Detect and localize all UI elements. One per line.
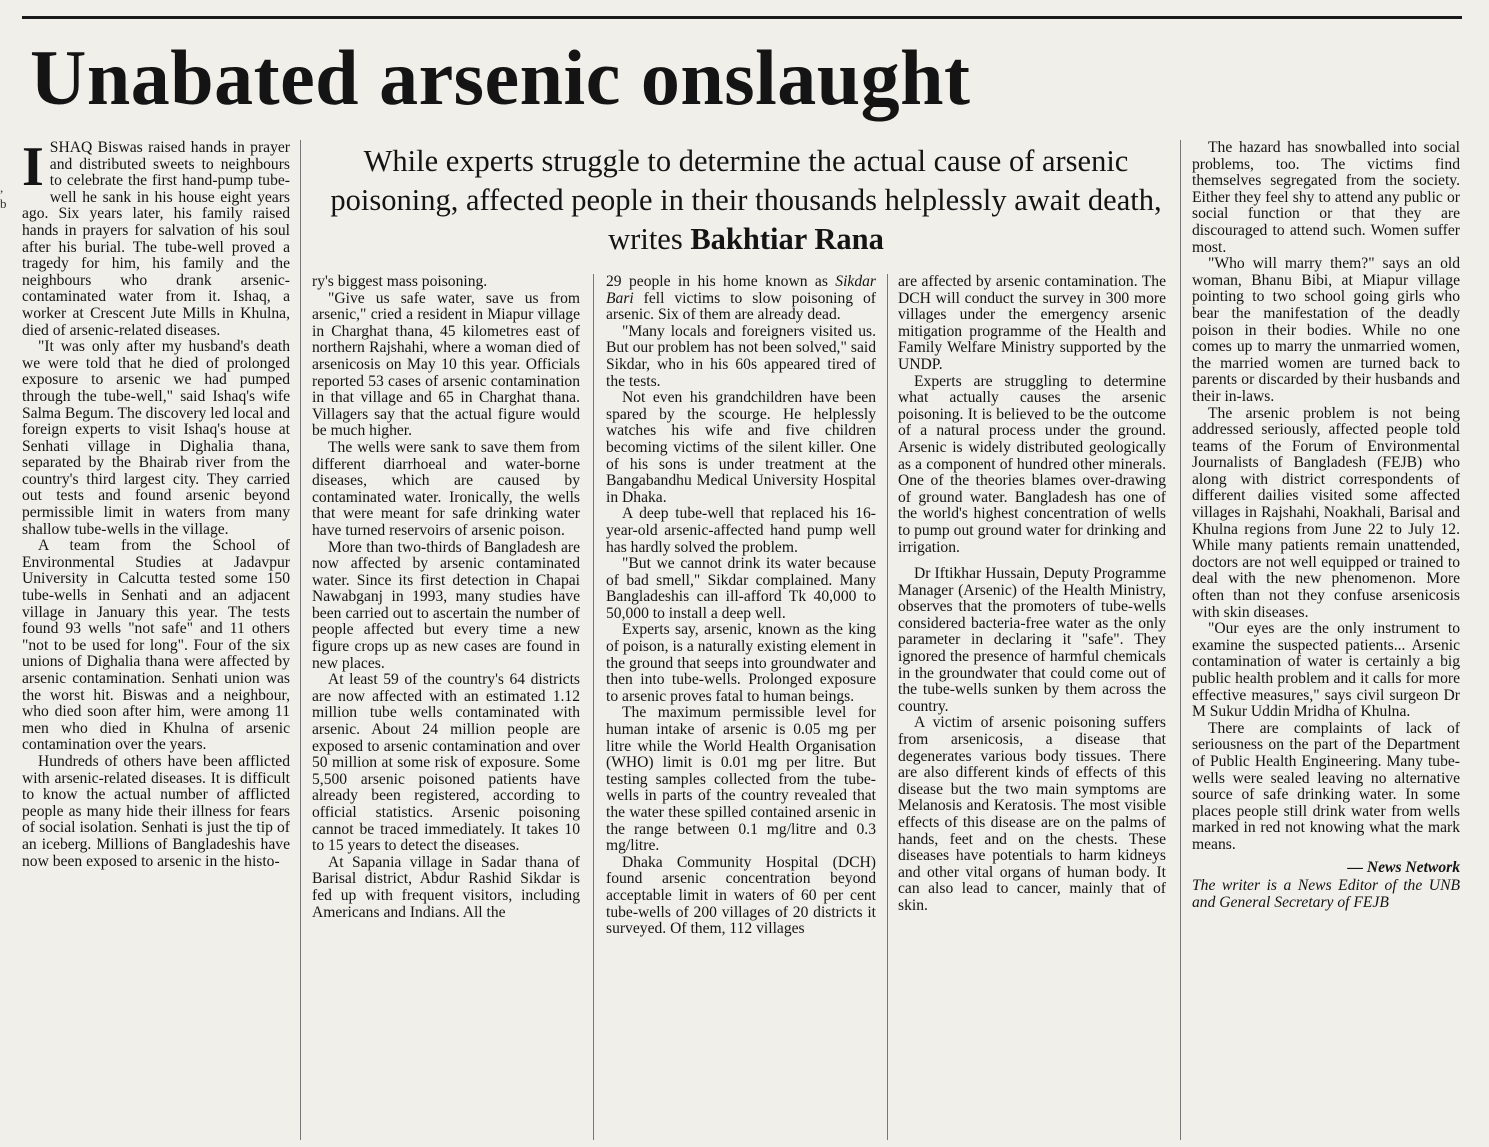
article-column-5 (1192, 140, 1460, 1145)
paragraph: "Our eyes are the only instrument to examine the suspected patients... Arsenic contamination of water is certainly a big public health problem and it calls for more effective measures," says civil surgeon Dr M Sukur Uddin Mridha of Khulna. (1192, 620, 1460, 721)
paragraph: Experts say, arsenic, known as the king of poison, is a naturally existing element in the ground that seeps into groundwater and then into tube-wells. Prolonged exposure to arsenic proves fatal to human beings. (606, 621, 876, 705)
author-note: The writer is a News Editor of the UNB and General Secretary of FEJB (1192, 877, 1460, 911)
paragraph: ry's biggest mass poisoning. (312, 274, 488, 290)
paragraph: Not even his grandchildren have been spared by the scourge. He helplessly watches his wife and five children becoming victims of the silent killer. One of his sons is under treatment at the Bangabandhu Medical University Hospital in Dhaka. (606, 389, 876, 506)
paragraph: Dhaka Community Hospital (DCH) found arsenic concentration beyond acceptable limit in waters of 60 per cent tube-wells of 200 villages of 20 districts it surveyed. Of them, 112 villages (606, 853, 876, 938)
deck-byline: Bakhtiar Rana (690, 222, 884, 256)
paragraph: are affected by arsenic contamination. The DCH will conduct the survey in 300 more villages under the emergency arsenic mitigation programme of the Health and Family Welfare Ministry supported by the UNDP. (898, 274, 1166, 373)
adjacent-page-fragment: , b (0, 180, 7, 211)
headline: Unabated arsenic onslaught (30, 34, 971, 121)
paragraph (606, 274, 876, 324)
paragraph: A team from the School of Environmental Studies at Jadavpur University in Calcutta tested some 150 tube-wells in Senhati and an adjacent village in January this year. The tests found 93 wells "not safe" and 11 others "not to be used for long". Four of the six unions of Dighalia thana were affected by arsenic contamination. Senhati union was the worst hit. Biswas and a neighbour, who died soon after him, were among 11 men who died in Khulna of arsenic contamination over the years. (22, 537, 290, 754)
top-rule (22, 16, 1462, 19)
paragraph: "But we cannot drink its water because of bad smell," Sikdar complained. Many Bangladeshis can ill-afford Tk 40,000 to 50,000 to install a deep well. (606, 555, 876, 622)
deck-text: While experts struggle to determine the actual cause of arsenic poisoning, affected people in their thousands helplessly await death, writes (330, 144, 1162, 256)
paragraph (22, 140, 290, 339)
paragraph: At Sapania village in Sadar thana of Barisal district, Abdur Rashid Sikdar is fed up with frequent visitors, including Americans and Indians. All the (312, 853, 580, 921)
paragraph: A deep tube-well that replaced his 16-year-old arsenic-affected hand pump well has hardly solved the problem. (606, 505, 876, 556)
column-rule-2 (593, 274, 594, 1140)
paragraph: "Give us safe water, save us from arsenic," cried a resident in Miapur village in Charghat thana, 45 kilometres east of northern Rajshahi, where a woman died of arsenicosis on May 10 this year. Officials reported 53 cases of arsenic contamination in that village and 65 in Charghat thana. Villagers say that the actual figure would be much higher. (312, 289, 580, 440)
column-rule-4 (1180, 140, 1181, 1140)
paragraph: The maximum permissible level for human intake of arsenic is 0.05 mg per litre while the World Health Organisation (WHO) limit is 0.01 mg per litre. But testing samples collected from the tube-wells in parts of the country revealed that the water these spilled contained arsenic in the range between 0.1 mg/litre and 0.3 mg/litre. (606, 704, 876, 855)
signature: — News Network (1347, 858, 1460, 876)
paragraph: Hundreds of others have been afflicted with arsenic-related diseases. It is difficult to know the actual number of afflicted people as many hide their illness for fears of social isolation. Senhati is just the tip of an iceberg. Millions of Bangladeshis have now been exposed to arsenic in the histo- (22, 752, 290, 870)
paragraph: The wells were sank to save them from different diarrhoeal and water-borne diseases, which are caused by contaminated water. Ironically, the wells that were meant for safe drinking water have turned reservoirs of arsenic poison. (312, 438, 580, 539)
paragraph-text: SHAQ Biswas raised hands in prayer and distributed sweets to neighbours to celebrate the first hand-pump tube-well he sank in his house eight years ago. Six years later, his family raised hands in prayers for salvation of his soul after his burial. The tube-well proved a tragedy for him, his family and the neighbours who drank arsenic-contaminated water from it. Ishaq, a worker at Crescent Jute Mills in Khulna, died of arsenic-related diseases. (22, 140, 290, 339)
column-rule-1 (300, 140, 301, 1140)
paragraph: There are complaints of lack of seriousness on the part of the Department of Public Health Engineering. Many tube-wells were sealed leaving no alternative source of safe drinking water. In some places people still drink water from wells marked in red not knowing what the mark means. (1192, 719, 1460, 853)
paragraph: More than two-thirds of Bangladesh are now affected by arsenic contaminated water. Since its first detection in Chapai Nawabganj in 1993, many studies have been carried out to ascertain the number of people affected but every time a new figure crops up as new cases are found in new places. (312, 538, 580, 672)
deck (312, 142, 1180, 259)
drop-cap: I (22, 140, 44, 198)
paragraph: "Who will marry them?" says an old woman, Bhanu Bibi, at Miapur village pointing to two school going girls who bear the manifestation of the deadly poison in their bodies. While no one comes up to marry the unmarried women, the married women are turned back to parents or discarded by their husbands and their in-laws. (1192, 255, 1460, 405)
column-rule-3 (887, 274, 888, 1140)
paragraph: Experts are struggling to determine what actually causes the arsenic poisoning. It is believed to be the outcome of a natural process under the ground. Arsenic is widely distributed geologically as a component of hundred other minerals. One of the theories blames over-drawing of ground water. Bangladesh has one of the world's highest concentration of wells to pump out ground water for drinking and irrigation. (898, 372, 1166, 556)
article-column-1 (22, 140, 290, 1145)
article-column-3 (606, 274, 876, 1145)
paragraph-text: fell victims to slow poisoning of arsenic. Six of them are already dead. (606, 289, 876, 324)
paragraph: At least 59 of the country's 64 districts are now affected with an estimated 1.12 million tube wells contaminated with arsenic. About 24 million people are exposed to arsenic contamination and over 50 million at some risk of exposure. Some 5,500 arsenic poisoned patients have already been registered, according to official statistics. Arsenic poisoning cannot be traced immediately. It takes 10 to 15 years to detect the diseases. (312, 671, 580, 855)
paragraph: Dr Iftikhar Hussain, Deputy Programme Manager (Arsenic) of the Health Ministry, observes that the promoters of tube-wells considered bacteria-free water as the only parameter in declaring it "safe". They ignored the presence of harmful chemicals in the groundwater that could come out of the tube-wells sunken by them across the country. (898, 565, 1166, 715)
paragraph: The arsenic problem is not being addressed seriously, affected people told teams of the Forum of Environmental Journalists of Bangladesh (FEJB) who along with district correspondents of different dailies visited some affected villages in Rajshahi, Noakhali, Barisal and Khulna regions from June 22 to July 12. While many patients remain unattended, doctors are not well equipped or trained to deal with the new phenomenon. More often than not they confuse arsenicosis with skin diseases. (1192, 404, 1460, 621)
article-column-2 (312, 274, 580, 1145)
paragraph: The hazard has snowballed into social problems, too. The victims find themselves segregated from the society. Either they feel shy to attend any public or social function or that they are discouraged to attend such. Women suffer most. (1192, 140, 1460, 256)
article-column-4 (898, 274, 1166, 1145)
place-name-italic: Sikdar Bari (606, 274, 876, 307)
paragraph: "Many locals and foreigners visited us. But our problem has not been solved," said Sikdar, who in his 60s appeared tired of the tests. (606, 322, 876, 390)
paragraph: "It was only after my husband's death we were told that he died of prolonged exposure to arsenic we had pumped through the tube-well," said Ishaq's wife Salma Begum. The discovery led local and foreign experts to visit Ishaq's house at Senhati village in Dighalia thana, separated by the Bhairab river from the country's third largest city. They carried out tests and found arsenic beyond permissible limit in waters from many shallow tube-wells in the village. (22, 338, 290, 538)
paragraph: A victim of arsenic poisoning suffers from arsenicosis, a disease that degenerates various body tissues. There are also different kinds of effects of this disease but the two main symptoms are Melanosis and Keratosis. The most visible effects of this disease are on the palms of hands, feet and on the chests. These diseases have potentials to harm kidneys and other vital organs of human body. It can also lead to cancer, mainly that of skin. (898, 714, 1166, 914)
paragraph-text: 29 people in his home known as (606, 274, 836, 290)
